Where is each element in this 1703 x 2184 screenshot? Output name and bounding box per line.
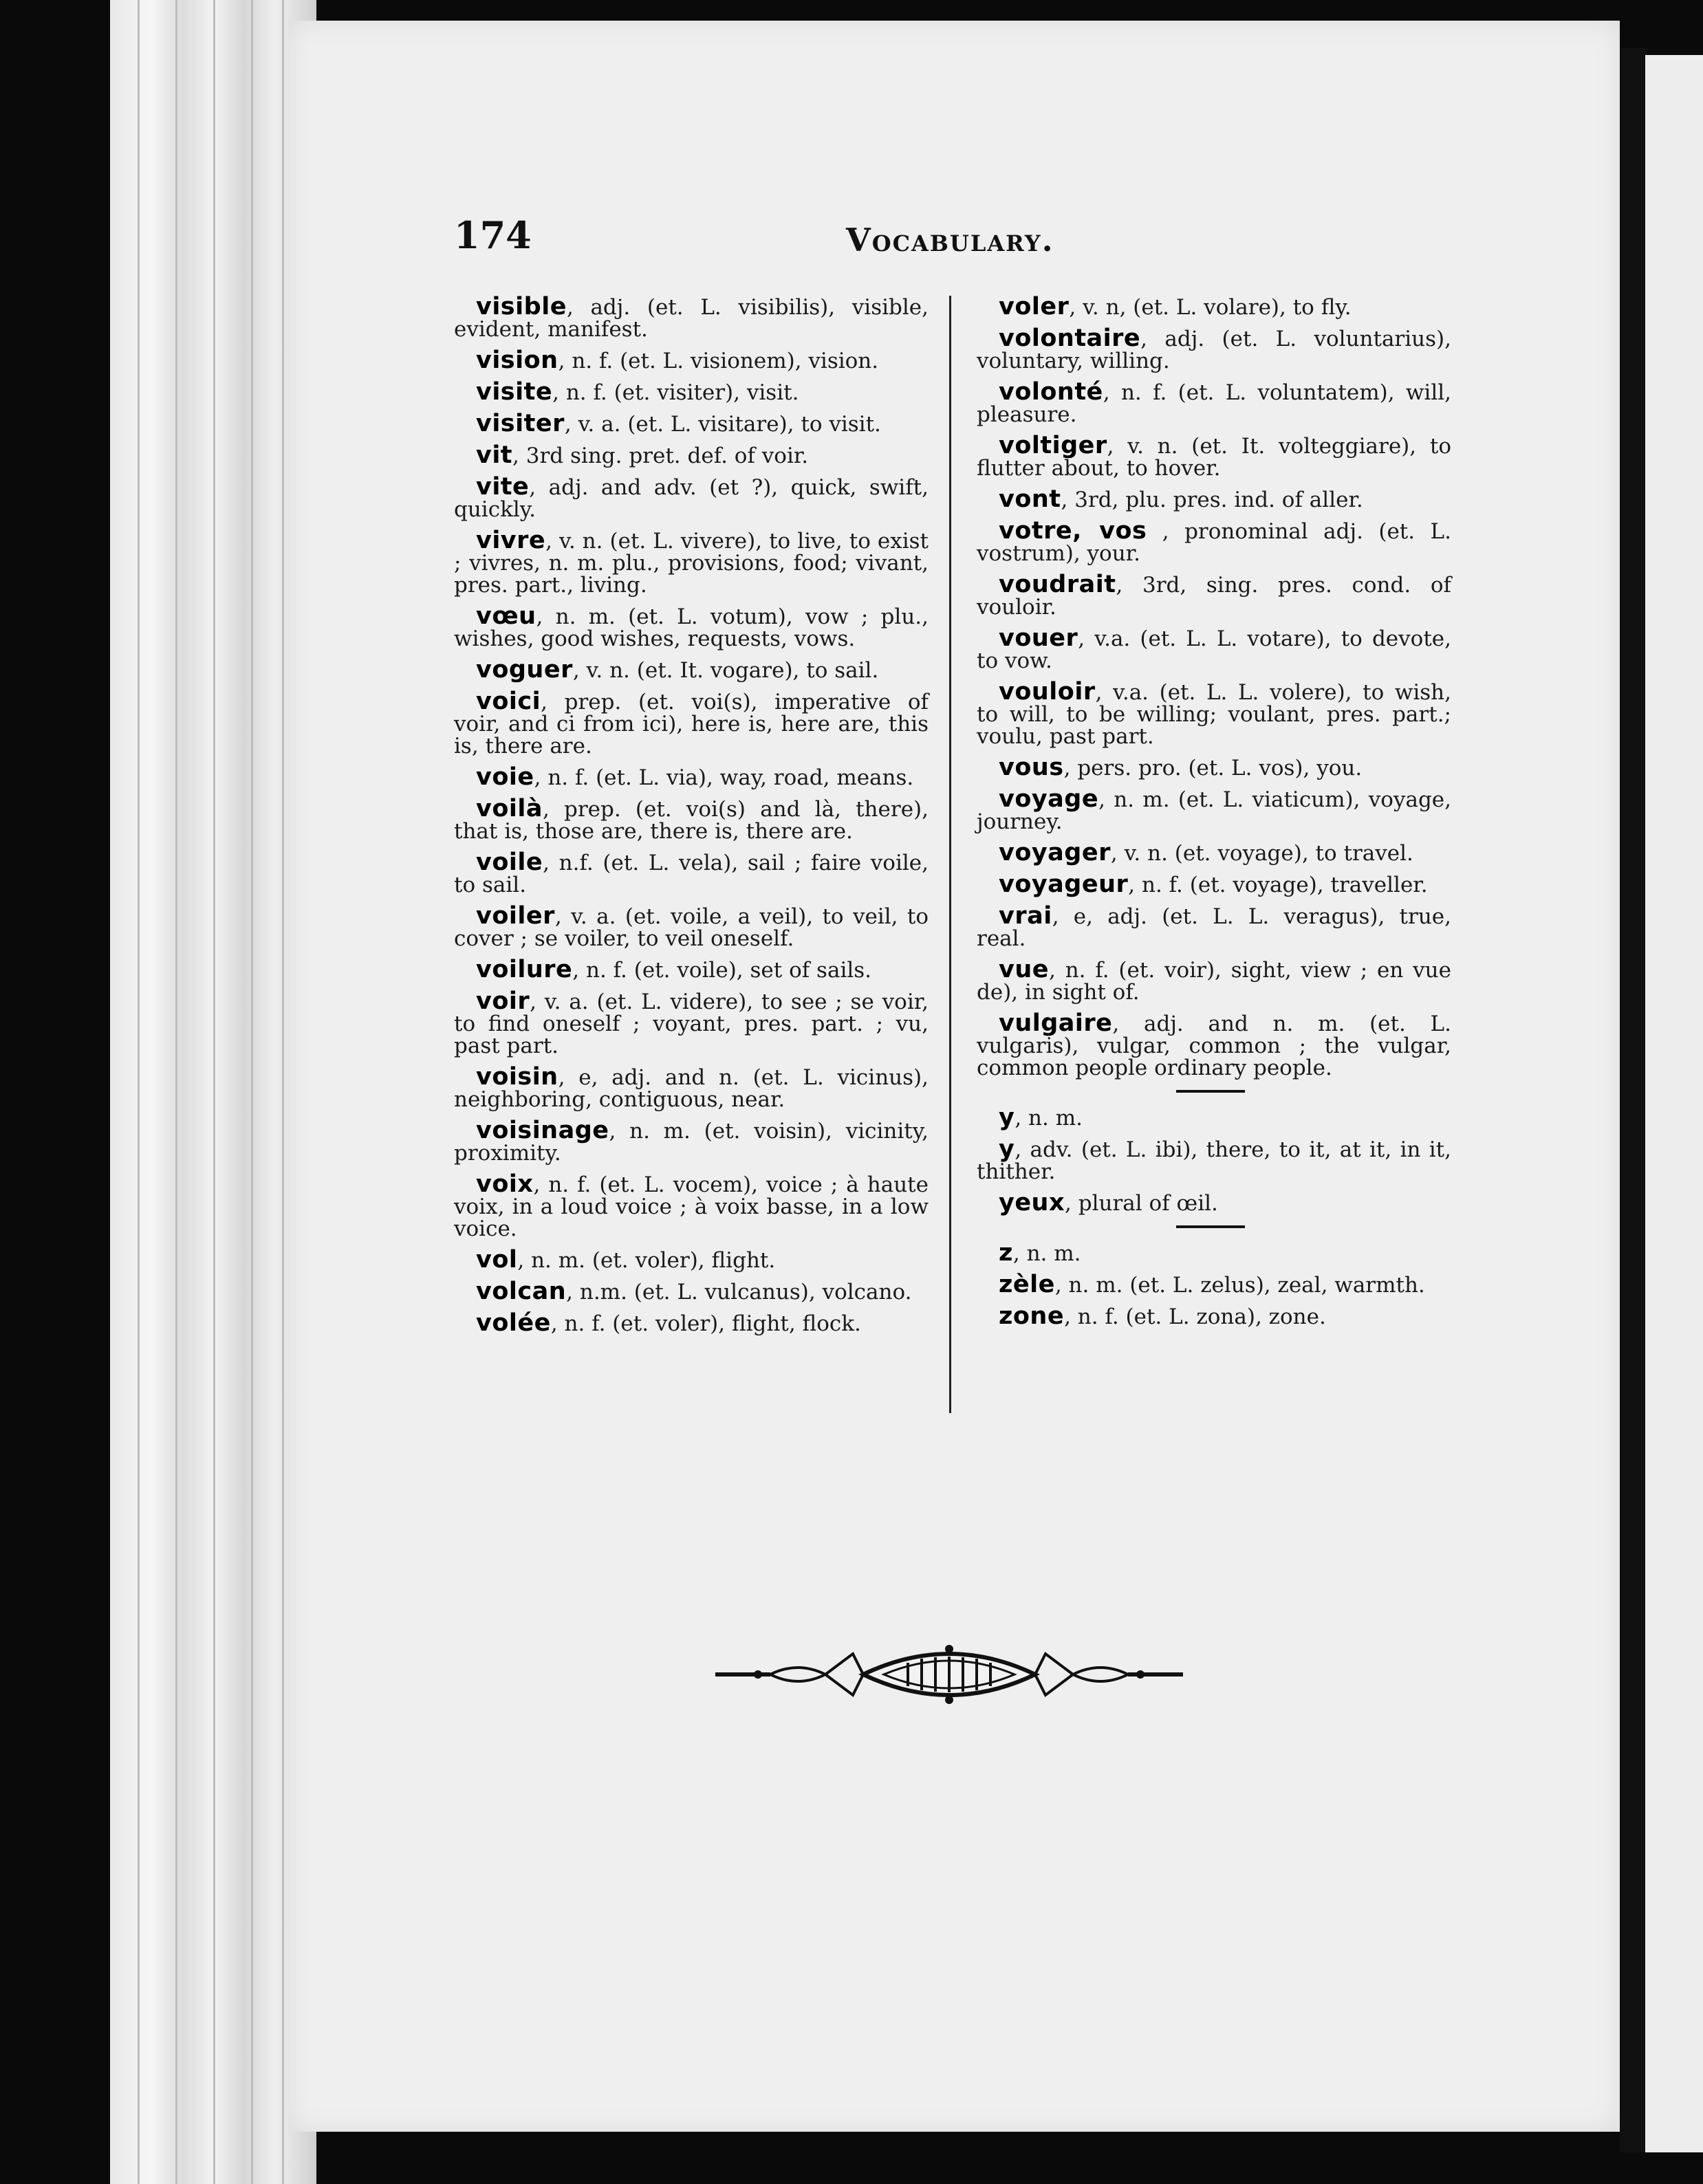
definition: , n. f. (et. L. vocem), voice ; à haute voix, in a loud voice ; à voix basse, in a low voice. [454,1172,935,1241]
vocab-entry [454,795,935,844]
vocab-entry [977,517,1458,566]
vocab-entry [977,485,1451,513]
headword: voilà [476,795,543,822]
column-divider [949,296,951,1413]
vocab-entry [454,602,935,651]
definition: , v. a. (et. voile, a veil), to veil, to cover ; se voiler, to veil oneself. [454,904,935,951]
headword: voyageur [999,871,1129,898]
vocab-entry [977,756,1451,779]
definition: , n. m. (et. L. viaticum), voyage, journey. [977,787,1458,834]
vocab-entry [454,849,935,897]
vocab-entry [977,378,1458,427]
definition: , n. f. (et. voile), set of sails. [572,958,872,983]
headword: z [999,1239,1013,1267]
headword: voyager [999,839,1111,866]
vocab-entry [977,624,1458,673]
vocab-entry [454,987,935,1058]
section-rule-y [1176,1090,1245,1093]
definition: , v. n, (et. L. volare), to fly. [1069,295,1352,320]
vocab-entry [977,902,1458,951]
vocab-entry [977,293,1451,320]
definition: , v. n. (et. It. volteggiare), to flutter about, to hover. [977,434,1458,481]
definition: , adv. (et. L. ibi), there, to it, at it, in it, thither. [977,1137,1458,1184]
tailpiece-ornament [715,1644,1183,1705]
headword: vit [476,441,513,469]
definition: , n. f. (et. L. zona), zone. [1064,1304,1326,1329]
definition: , pronominal adj. (et. L. vostrum), your. [977,519,1458,566]
headword: visible [476,293,567,320]
vocab-entry [977,678,1458,749]
headword: voix [476,1170,534,1198]
headword: vision [476,347,558,374]
headword: voler [999,293,1070,320]
definition: , 3rd, sing. pres. cond. of vouloir. [977,573,1458,620]
definition: , n. m. (et. voisin), vicinity, proximity. [454,1119,935,1166]
vocab-entry [454,410,929,437]
definition: , n. m. (et. L. zelus), zeal, warmth. [1054,1273,1425,1298]
definition: , v.a. (et. L. L. volere), to wish, to will, to be willing; voulant, pres. part.; voulu, past part. [977,680,1458,749]
headword: vouloir [999,678,1096,706]
headword: vite [476,473,530,501]
headword: vœu [476,602,536,630]
vocab-entry [977,1302,1451,1330]
headword: vouer [999,624,1078,652]
headword: voie [476,763,534,791]
definition: , e, adj. and n. (et. L. vicinus), neighboring, contiguous, near. [454,1065,935,1112]
headword: visiter [476,410,565,437]
headword: vrai [999,902,1052,930]
headword: vous [999,754,1064,781]
vocab-entry [454,378,929,406]
vocab-entry [977,956,1458,1005]
vocab-entry [977,839,1451,866]
book-page-edges [110,0,316,2184]
vocab-entry [977,571,1458,620]
headword: vont [999,485,1061,513]
headword: vulgaire [999,1009,1113,1037]
vocab-entry [454,293,935,342]
definition: , n. f. (et. L. visionem), vision. [558,349,879,373]
vocab-entry [454,688,935,758]
headword: volcan [476,1278,567,1305]
headword: zone [999,1302,1065,1330]
definition: , n.f. (et. L. vela), sail ; faire voile, to sail. [454,851,935,897]
definition: , n. f. (et. L. via), way, road, means. [534,765,914,790]
definition: , prep. (et. voi(s), imperative of voir, and ci from ici), here is, here are, this is, there are. [454,690,935,758]
vocab-entry [977,325,1458,373]
headword: y [999,1135,1015,1163]
page-number: 174 [454,213,532,257]
definition: , n. m. (et. voler), flight. [517,1248,776,1273]
headword: volontaire [999,325,1141,352]
headword: vue [999,956,1049,983]
headword: voudrait [999,571,1116,598]
vocab-entry [454,473,935,522]
headword: voguer [476,656,573,684]
definition: , v. n. (et. L. vivere), to live, to exist ; vivres, n. m. plu., provisions, food; vivant, pres. part., living. [454,529,935,598]
definition: , n. f. (et. voir), sight, view ; en vue de), in sight of. [977,958,1458,1005]
definition: , n. m. [1015,1106,1083,1131]
definition: , n. f. (et. voler), flight, flock. [550,1311,861,1336]
vocab-entry [977,1009,1458,1080]
vocab-entry [454,1246,929,1274]
adjacent-page-edge [1645,55,1703,2152]
vocab-entry [454,763,929,791]
definition: , v. a. (et. L. videre), to see ; se voir, to find oneself ; voyant, pres. part. ; vu, past part. [454,990,935,1058]
headword: vol [476,1246,518,1274]
headword: y [999,1104,1015,1131]
vocab-entry [977,432,1458,481]
vocab-entry [454,1280,929,1303]
vocab-entry [454,527,935,598]
vocab-entry [454,656,929,684]
definition: , v. a. (et. L. visitare), to visit. [564,412,881,437]
headword: voile [476,849,543,876]
running-head: Vocabulary. [846,221,1054,259]
headword: yeux [999,1189,1065,1216]
vocab-entry [454,956,929,983]
right-column [977,293,1458,1337]
headword: vivre [476,527,546,554]
vocab-entry [454,349,929,372]
vocab-entry [977,1135,1458,1184]
headword: volée [476,1309,551,1337]
definition: , 3rd, plu. pres. ind. of aller. [1061,488,1363,512]
definition: , v. n. (et. voyage), to travel. [1110,841,1413,866]
definition: , n. f. (et. L. voluntatem), will, pleasure. [977,380,1458,427]
vocab-entry [977,1271,1451,1298]
headword: voisinage [476,1117,609,1144]
definition: , 3rd sing. pret. def. of voir. [512,444,809,468]
headword: volonté [999,378,1103,406]
definition: , n.m. (et. L. vulcanus), volcano. [566,1280,912,1304]
definition: , prep. (et. voi(s) and là, there), that is, those are, there is, there are. [454,797,935,844]
definition: , n. m. [1012,1241,1081,1266]
headword: votre, vos [999,517,1147,545]
vocab-entry [454,1063,935,1112]
headword: voltiger [999,432,1107,459]
left-column [454,293,935,1344]
headword: voir [476,987,530,1015]
definition: , e, adj. (et. L. L. veragus), true, real. [977,904,1458,951]
headword: visite [476,378,553,406]
vocab-entry [454,1117,935,1166]
section-rule-z [1176,1225,1245,1228]
definition: , n. f. (et. voyage), traveller. [1128,873,1428,897]
vocab-entry [454,1309,929,1337]
vocab-entry [977,1239,1451,1267]
definition: , adj. (et. L. visibilis), visible, evident, manifest. [454,295,935,342]
vocab-entry [977,1189,1451,1216]
book-gutter [1620,48,1647,2152]
headword: voilure [476,956,573,983]
definition: , v. n. (et. It. vogare), to sail. [572,658,879,683]
vocab-entry [454,1170,935,1241]
definition: , adj. and adv. (et ?), quick, swift, quickly. [454,475,935,522]
headword: voyage [999,785,1099,813]
definition: , n. m. (et. L. votum), vow ; plu., wishes, good wishes, requests, vows. [454,604,935,651]
definition: , pers. pro. (et. L. vos), you. [1063,756,1363,780]
definition: , adj. and n. m. (et. L. vulgaris), vulgar, common ; the vulgar, common people ordinary people. [977,1012,1458,1080]
vocab-entry [454,902,935,951]
definition: , adj. (et. L. voluntarius), voluntary, willing. [977,327,1458,373]
vocab-entry [454,441,929,469]
definition: , v.a. (et. L. L. votare), to devote, to vow. [977,626,1458,673]
vocab-entry [977,873,1451,896]
headword: voiler [476,902,555,930]
vocab-entry [977,785,1458,834]
definition: , n. f. (et. visiter), visit. [552,380,799,405]
headword: voisin [476,1063,558,1091]
headword: zèle [999,1271,1055,1298]
headword: voici [476,688,541,715]
definition: , plural of œil. [1065,1191,1218,1216]
vocab-entry [977,1106,1451,1129]
